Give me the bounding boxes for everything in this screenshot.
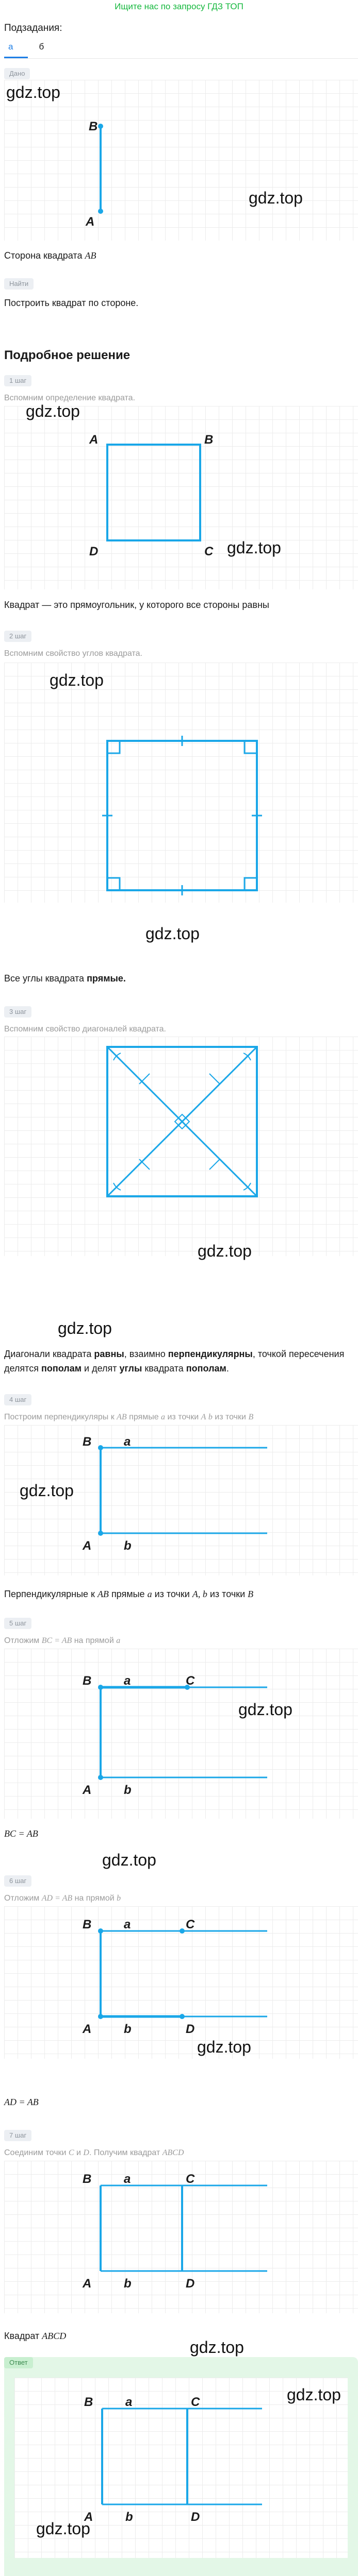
watermark: gdz.top bbox=[26, 402, 80, 420]
solution-title: Подробное решение bbox=[4, 348, 131, 362]
point-b-label: B bbox=[89, 120, 98, 133]
watermark: gdz.top bbox=[50, 671, 104, 689]
watermark: gdz.top bbox=[20, 1481, 74, 1500]
step4-text: Перпендикулярные к AB прямые a из точки A, b из точки B bbox=[4, 1589, 254, 1599]
label-b: B bbox=[204, 433, 214, 447]
tabs-divider bbox=[4, 58, 358, 59]
square-diagonals-drawing bbox=[4, 1037, 358, 1256]
find-tag: Найти bbox=[4, 278, 34, 290]
bc-equals-ab-drawing bbox=[4, 1649, 358, 1819]
watermark: gdz.top bbox=[287, 2385, 341, 2404]
label-b: B bbox=[84, 2395, 93, 2409]
step5-figure bbox=[4, 1649, 358, 1819]
step3-hint: Вспомним свойство диагоналей квадрата. bbox=[4, 1025, 166, 1033]
watermark: gdz.top bbox=[58, 1319, 112, 1337]
step3-text: Диагонали квадрата равны, взаимно перпендикулярны, точкой пересечения делятся пополам и делят углы квадрата пополам. bbox=[4, 1349, 345, 1374]
watermark: gdz.top bbox=[102, 1851, 156, 1869]
label-a-line: a bbox=[124, 1674, 131, 1688]
watermark: gdz.top bbox=[197, 2038, 251, 2056]
step2-hint: Вспомним свойство углов квадрата. bbox=[4, 649, 142, 658]
step4-figure bbox=[4, 1425, 358, 1575]
step5-hint: Отложим BC = AB на прямой a bbox=[4, 1636, 121, 1645]
label-b-line: b bbox=[124, 1783, 132, 1797]
label-b-line: b bbox=[124, 1539, 132, 1553]
tab-b[interactable]: б bbox=[39, 42, 44, 52]
given-figure bbox=[4, 80, 358, 241]
label-c: C bbox=[186, 2172, 195, 2186]
point-a-label: A bbox=[86, 215, 95, 229]
square-drawing bbox=[4, 406, 358, 589]
step2-figure bbox=[4, 663, 358, 903]
label-c: C bbox=[191, 2395, 200, 2409]
label-b: B bbox=[83, 1918, 92, 1931]
step7-hint: Соединим точки C и D. Получим квадрат ABCD bbox=[4, 2148, 184, 2157]
subtasks-label: Подзадания: bbox=[4, 23, 62, 33]
label-a-line: a bbox=[124, 1435, 131, 1449]
label-b-line: b bbox=[124, 2022, 132, 2036]
perpendiculars-drawing bbox=[4, 1425, 358, 1575]
step1-tag: 1 шаг bbox=[4, 375, 31, 386]
watermark: gdz.top bbox=[238, 1700, 292, 1719]
step6-figure bbox=[4, 1906, 358, 2059]
step1-text: Квадрат — это прямоугольник, у которого все стороны равны bbox=[4, 600, 269, 610]
watermark: gdz.top bbox=[249, 189, 303, 207]
given-tag: Дано bbox=[4, 68, 30, 79]
ad-equals-ab-drawing bbox=[4, 1906, 358, 2059]
label-c: C bbox=[186, 1918, 195, 1931]
step7-result: Квадрат ABCD bbox=[4, 2331, 67, 2341]
label-a-line: a bbox=[125, 2395, 133, 2409]
label-c: C bbox=[186, 1674, 195, 1688]
step7-figure bbox=[4, 2161, 358, 2313]
step4-hint: Построим перпендикуляры к AB прямые a из точки A b из точки B bbox=[4, 1413, 254, 1421]
step6-tag: 6 шаг bbox=[4, 1875, 31, 1887]
step5-result: BC = AB bbox=[4, 1828, 38, 1839]
label-b: B bbox=[83, 1674, 92, 1688]
step3-tag: 3 шаг bbox=[4, 1006, 31, 1018]
label-d: D bbox=[186, 2277, 195, 2291]
label-a: A bbox=[89, 433, 99, 447]
step1-figure bbox=[4, 406, 358, 589]
step6-result: AD = AB bbox=[4, 2097, 39, 2107]
watermark: gdz.top bbox=[198, 1242, 252, 1260]
label-a: A bbox=[83, 1539, 92, 1553]
label-b-line: b bbox=[125, 2510, 133, 2524]
label-a: A bbox=[83, 2022, 92, 2036]
label-a-line: a bbox=[124, 2172, 131, 2186]
find-text: Построить квадрат по стороне. bbox=[4, 298, 139, 308]
tab-a[interactable]: а bbox=[8, 42, 13, 52]
label-d: D bbox=[186, 2022, 195, 2036]
step5-tag: 5 шаг bbox=[4, 1618, 31, 1629]
watermark: gdz.top bbox=[227, 538, 281, 557]
watermark: gdz.top bbox=[36, 2519, 90, 2538]
square-right-angles-drawing bbox=[4, 663, 358, 903]
label-c: C bbox=[204, 545, 214, 558]
watermark: gdz.top bbox=[6, 83, 60, 101]
label-d: D bbox=[191, 2510, 200, 2524]
answer-tag: Ответ bbox=[4, 2357, 33, 2368]
label-a: A bbox=[83, 2277, 92, 2291]
step7-tag: 7 шаг bbox=[4, 2130, 31, 2141]
label-b: B bbox=[83, 2172, 92, 2186]
label-a: A bbox=[84, 2510, 93, 2524]
label-b-line: b bbox=[124, 2277, 132, 2291]
label-a: A bbox=[83, 1783, 92, 1797]
step2-text: Все углы квадрата прямые. bbox=[4, 973, 126, 984]
watermark: gdz.top bbox=[145, 924, 200, 943]
step4-tag: 4 шаг bbox=[4, 1394, 31, 1405]
top-banner[interactable]: Ищите нас по запросу ГДЗ ТОП bbox=[115, 2, 243, 11]
subtask-tabs bbox=[4, 40, 48, 54]
segment-ab-drawing bbox=[4, 80, 358, 241]
step3-figure bbox=[4, 1037, 358, 1256]
label-a-line: a bbox=[124, 1918, 131, 1931]
label-d: D bbox=[89, 545, 99, 558]
step2-tag: 2 шаг bbox=[4, 631, 31, 642]
given-text: Сторона квадрата AB bbox=[4, 250, 96, 261]
watermark: gdz.top bbox=[190, 2338, 244, 2357]
step6-hint: Отложим AD = AB на прямой b bbox=[4, 1894, 121, 1903]
square-abcd-drawing bbox=[4, 2161, 358, 2313]
step1-hint: Вспомним определение квадрата. bbox=[4, 394, 136, 402]
label-b: B bbox=[83, 1435, 92, 1449]
